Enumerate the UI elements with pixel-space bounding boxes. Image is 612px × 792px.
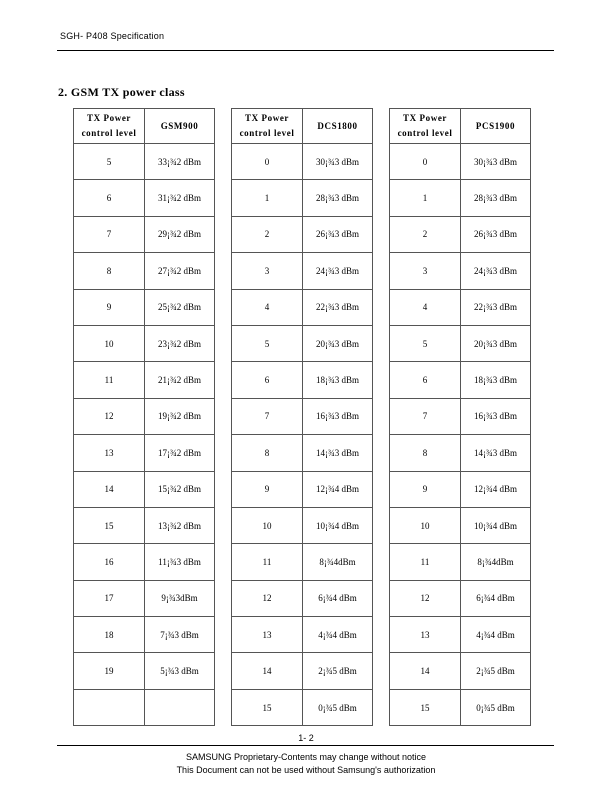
power-level-cell: 5 [74,144,145,180]
power-level-cell: 12 [232,580,303,616]
output-power-cell: 0¡¾5 dBm [461,689,531,725]
table-row [74,325,215,361]
output-power-cell: 26¡¾3 dBm [461,216,531,252]
output-power-cell: 28¡¾3 dBm [461,180,531,216]
power-level-cell: 9 [74,289,145,325]
output-power-cell: 14¡¾3 dBm [461,435,531,471]
output-power-cell: 22¡¾3 dBm [461,289,531,325]
output-power-cell: 2¡¾5 dBm [461,653,531,689]
output-power-cell: 18¡¾3 dBm [461,362,531,398]
header-divider [57,50,554,51]
output-power-cell: 4¡¾4 dBm [303,617,373,653]
output-power-cell: 18¡¾3 dBm [303,362,373,398]
table-row [232,289,373,325]
power-level-cell: 15 [74,507,145,543]
table-row [74,289,215,325]
level-header-line2: control level [397,128,453,138]
table-row [74,435,215,471]
level-column-header [232,109,303,144]
table-row [74,253,215,289]
output-power-cell: 8¡¾4dBm [461,544,531,580]
table-row [74,398,215,434]
output-power-cell: 25¡¾2 dBm [145,289,215,325]
power-level-cell: 0 [232,144,303,180]
output-power-cell: 16¡¾3 dBm [461,398,531,434]
power-level-cell: 6 [232,362,303,398]
power-level-cell: 15 [232,689,303,725]
section-title: 2. GSM TX power class [58,85,185,99]
pcs1900-power-table [389,108,531,726]
footer-notice: SAMSUNG Proprietary-Contents may change without notice [185,752,427,762]
footer-divider [57,745,554,746]
table-row [390,653,531,689]
power-level-cell: 13 [390,617,461,653]
output-power-cell: 22¡¾3 dBm [303,289,373,325]
table-row [74,144,215,180]
table-row [390,362,531,398]
output-power-cell: 24¡¾3 dBm [303,253,373,289]
table-row [74,362,215,398]
table-row [390,689,531,725]
table-row [390,507,531,543]
table-row [74,471,215,507]
table-row [74,507,215,543]
table-row [74,180,215,216]
table-row [390,289,531,325]
table-row [232,689,373,725]
power-level-cell: 5 [232,325,303,361]
output-power-cell: 24¡¾3 dBm [461,253,531,289]
level-header-line1: TX Power [244,113,290,123]
power-level-cell: 13 [232,617,303,653]
band-column-header: PCS1900 [461,109,531,144]
output-power-cell: 5¡¾3 dBm [145,653,215,689]
output-power-cell: 6¡¾4 dBm [303,580,373,616]
table-row [232,617,373,653]
power-level-cell: 17 [74,580,145,616]
output-power-cell: 14¡¾3 dBm [303,435,373,471]
output-power-cell: 33¡¾2 dBm [145,144,215,180]
table-row [232,653,373,689]
output-power-cell: 0¡¾5 dBm [303,689,373,725]
output-power-cell: 17¡¾2 dBm [145,435,215,471]
power-level-cell: 9 [232,471,303,507]
table-row [390,435,531,471]
dcs1800-power-table [231,108,373,726]
output-power-cell [145,689,215,725]
power-level-cell: 8 [232,435,303,471]
power-level-cell: 7 [232,398,303,434]
output-power-cell: 30¡¾3 dBm [303,144,373,180]
output-power-cell: 7¡¾3 dBm [145,617,215,653]
level-header-line2: control level [239,128,295,138]
power-level-cell: 7 [390,398,461,434]
power-level-cell: 11 [232,544,303,580]
power-level-cell: 15 [390,689,461,725]
power-level-cell [74,689,145,725]
table-row [232,580,373,616]
output-power-cell: 12¡¾4 dBm [461,471,531,507]
output-power-cell: 13¡¾2 dBm [145,507,215,543]
level-header-line1: TX Power [86,113,132,123]
output-power-cell: 12¡¾4 dBm [303,471,373,507]
table-row [232,325,373,361]
table-row [232,435,373,471]
power-level-cell: 12 [74,398,145,434]
table-row [74,689,215,725]
table-row [74,216,215,252]
level-column-header [74,109,145,144]
output-power-cell: 21¡¾2 dBm [145,362,215,398]
table-row [232,471,373,507]
output-power-cell: 2¡¾5 dBm [303,653,373,689]
power-level-cell: 1 [390,180,461,216]
power-level-cell: 5 [390,325,461,361]
level-header-line2: control level [81,128,137,138]
output-power-cell: 30¡¾3 dBm [461,144,531,180]
output-power-cell: 31¡¾2 dBm [145,180,215,216]
table-row [74,544,215,580]
power-level-cell: 14 [232,653,303,689]
output-power-cell: 9¡¾3dBm [145,580,215,616]
power-level-cell: 6 [390,362,461,398]
power-level-cell: 3 [232,253,303,289]
band-column-header: GSM900 [145,109,215,144]
table-row [390,471,531,507]
level-column-header [390,109,461,144]
power-level-cell: 4 [232,289,303,325]
table-header-row [390,109,531,144]
table-header-row [74,109,215,144]
table-row [390,216,531,252]
table-row [232,362,373,398]
table-row [74,653,215,689]
output-power-cell: 11¡¾3 dBm [145,544,215,580]
output-power-cell: 8¡¾4dBm [303,544,373,580]
table-row [390,580,531,616]
table-header-row [232,109,373,144]
table-row [232,253,373,289]
table-row [390,617,531,653]
output-power-cell: 29¡¾2 dBm [145,216,215,252]
power-level-cell: 6 [74,180,145,216]
power-level-cell: 3 [390,253,461,289]
power-level-cell: 12 [390,580,461,616]
output-power-cell: 20¡¾3 dBm [461,325,531,361]
power-level-cell: 2 [390,216,461,252]
power-level-cell: 18 [74,617,145,653]
table-row [232,180,373,216]
band-column-header: DCS1800 [303,109,373,144]
table-row [74,580,215,616]
power-level-cell: 0 [390,144,461,180]
table-row [232,544,373,580]
gsm900-power-table [73,108,215,726]
output-power-cell: 10¡¾4 dBm [461,507,531,543]
power-level-cell: 7 [74,216,145,252]
power-level-cell: 2 [232,216,303,252]
output-power-cell: 4¡¾4 dBm [461,617,531,653]
table-row [390,253,531,289]
power-level-cell: 8 [390,435,461,471]
header-title: SGH- P408 Specification [60,31,165,41]
page-number: 1- 2 [298,733,314,743]
power-level-cell: 4 [390,289,461,325]
output-power-cell: 28¡¾3 dBm [303,180,373,216]
table-row [390,544,531,580]
output-power-cell: 10¡¾4 dBm [303,507,373,543]
table-row [232,398,373,434]
output-power-cell: 19¡¾2 dBm [145,398,215,434]
table-row [232,507,373,543]
power-level-cell: 16 [74,544,145,580]
power-level-cell: 8 [74,253,145,289]
table-row [232,144,373,180]
table-row [74,617,215,653]
power-level-cell: 14 [74,471,145,507]
power-level-cell: 10 [232,507,303,543]
power-level-cell: 13 [74,435,145,471]
power-level-cell: 10 [390,507,461,543]
output-power-cell: 26¡¾3 dBm [303,216,373,252]
power-level-cell: 1 [232,180,303,216]
footer-authorization: This Document can not be used without Samsung's authorization [176,765,436,775]
output-power-cell: 15¡¾2 dBm [145,471,215,507]
power-level-cell: 14 [390,653,461,689]
power-level-cell: 19 [74,653,145,689]
table-row [390,144,531,180]
table-row [390,398,531,434]
power-level-cell: 11 [74,362,145,398]
output-power-cell: 16¡¾3 dBm [303,398,373,434]
table-row [390,325,531,361]
table-row [390,180,531,216]
output-power-cell: 23¡¾2 dBm [145,325,215,361]
output-power-cell: 6¡¾4 dBm [461,580,531,616]
level-header-line1: TX Power [402,113,448,123]
power-level-cell: 10 [74,325,145,361]
output-power-cell: 27¡¾2 dBm [145,253,215,289]
output-power-cell: 20¡¾3 dBm [303,325,373,361]
table-row [232,216,373,252]
power-level-cell: 11 [390,544,461,580]
power-level-cell: 9 [390,471,461,507]
